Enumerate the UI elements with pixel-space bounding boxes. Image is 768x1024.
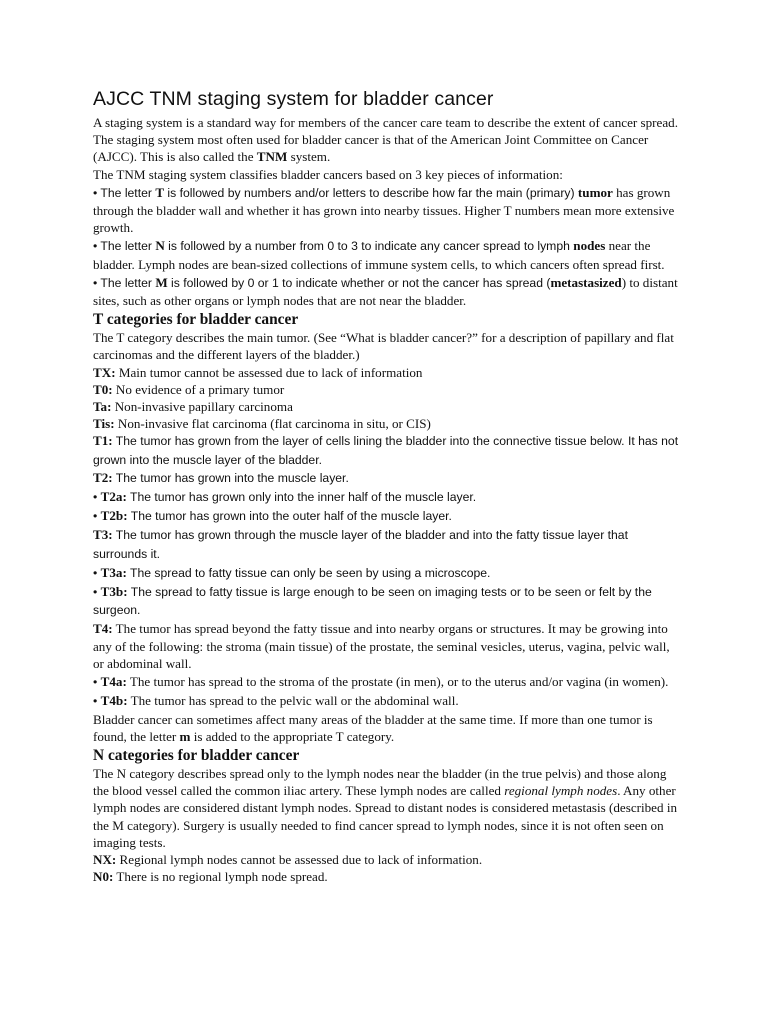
t-category-t4: T4: The tumor has spread beyond the fatty tissue and into nearby organs or structures. It may be growing into any of the following: the stroma (main tissue) of the prostate, the seminal vesicles, uterus, vagina, pelvic wall, or abdominal wall. (93, 621, 670, 671)
multiple-tumors-note: Bladder cancer can sometimes affect many areas of the bladder at the same time. If more than one tumor is found, the letter m is added to the appropriate T category. (93, 711, 653, 744)
n-categories-heading: N categories for bladder cancer (93, 746, 300, 764)
t-category-description: The T category describes the main tumor. (See “What is bladder cancer?” for a description of papillary and flat carcinomas and the different layers of the bladder.) (93, 330, 674, 363)
intro-classification: The TNM staging system classifies bladder cancers based on 3 key pieces of information: (93, 166, 563, 182)
t-category-tis: Tis: Non-invasive flat carcinoma (flat carcinoma in situ, or CIS) (93, 416, 431, 432)
t-category-t2: T2: The tumor has grown into the muscle layer. (93, 469, 349, 485)
t-category-t3a: • T3a: The spread to fatty tissue can only be seen by using a microscope. (93, 564, 491, 580)
bullet-t-letter: • The letter T is followed by numbers and/or letters to describe how far the main (primary) tumor has grown through the bladder wall and whether it has grown into nearby tissues. Higher T numbers mean more extensive growth. (93, 184, 675, 236)
n-category-nx: NX: Regional lymph nodes cannot be assessed due to lack of information. (93, 851, 483, 867)
bullet-n-letter: • The letter N is followed by a number from 0 to 3 to indicate any cancer spread to lymph nodes near the bladder. Lymph nodes are bean-sized collections of immune system cells, to which cancers often spread first. (93, 238, 665, 272)
intro-paragraph: A staging system is a standard way for members of the cancer care team to describe the extent of cancer spread. The staging system most often used for bladder cancer is that of the American Joint Committee on Cancer (AJCC). This is also called the TNM system. (93, 115, 678, 165)
t-category-ta: Ta: Non-invasive papillary carcinoma (93, 399, 293, 415)
document-body (93, 86, 683, 885)
t-category-tx: TX: Main tumor cannot be assessed due to lack of information (93, 364, 423, 380)
t-category-t3b: • T3b: The spread to fatty tissue is large enough to be seen on imaging tests or to be seen or felt by the surgeon. (93, 584, 652, 618)
t-categories-heading: T categories for bladder cancer (93, 311, 299, 329)
n-category-n0: N0: There is no regional lymph node spread. (93, 869, 328, 885)
t-category-t3: T3: The tumor has grown through the muscle layer of the bladder and into the fatty tissue layer that surrounds it. (93, 527, 628, 561)
t-category-t0: T0: No evidence of a primary tumor (93, 381, 285, 397)
t-category-t2a: • T2a: The tumor has grown only into the inner half of the muscle layer. (93, 489, 477, 505)
t-category-t2b: • T2b: The tumor has grown into the outer half of the muscle layer. (93, 508, 452, 524)
t-category-t1: T1: The tumor has grown from the layer of cells lining the bladder into the connective tissue below. It has not grown into the muscle layer of the bladder. (93, 433, 679, 467)
t-category-t4b: • T4b: The tumor has spread to the pelvic wall or the abdominal wall. (93, 693, 459, 709)
t-category-t4a: • T4a: The tumor has spread to the stroma of the prostate (in men), or to the uterus and/or vagina (in women). (93, 674, 669, 690)
n-category-description: The N category describes spread only to the lymph nodes near the bladder (in the true pelvis) and those along the blood vessel called the common iliac artery. These lymph nodes are called regional lymph nodes. Any other lymph nodes are considered distant lymph nodes. Spread to distant nodes is considered metastasis (described in the M category). Surgery is usually needed to find cancer spread to lymph nodes, since it is not often seen on imaging tests. (93, 765, 678, 850)
page-title: AJCC TNM staging system for bladder cancer (93, 88, 494, 110)
bullet-m-letter: • The letter M is followed by 0 or 1 to indicate whether or not the cancer has spread (metastasized) to distant sites, such as other organs or lymph nodes that are not near the bladder. (93, 274, 678, 309)
